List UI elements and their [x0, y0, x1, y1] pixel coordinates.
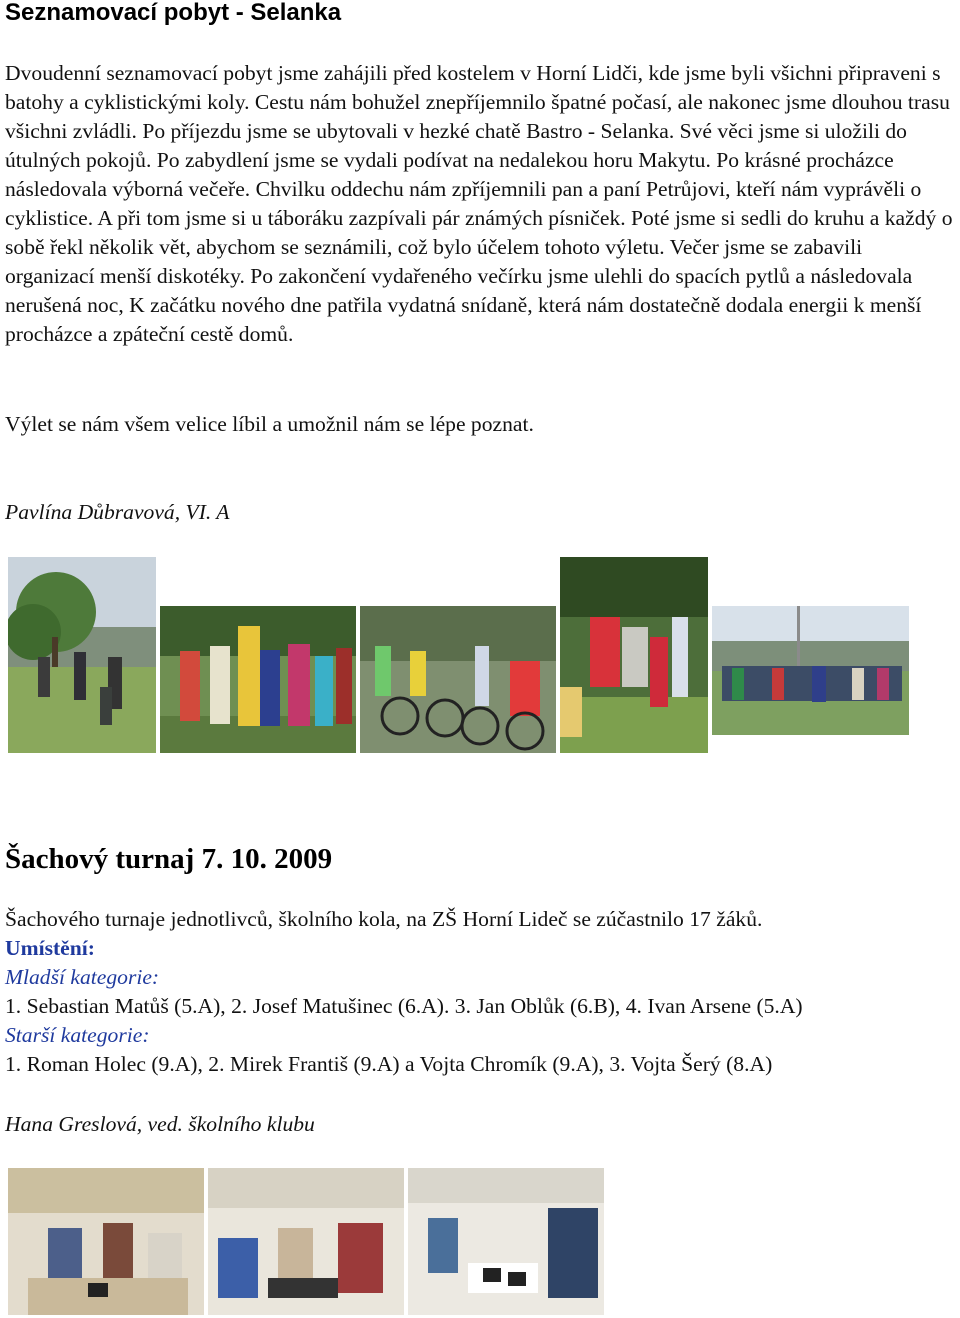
senior-category-label: Starší kategorie: [5, 1023, 150, 1047]
photo-chess-players-3 [408, 1168, 604, 1315]
chess-intro: Šachového turnaje jednotlivců, školního kola, na ZŠ Horní Lideč se zúčastnilo 17 žáků. [5, 907, 763, 931]
placement-label: Umístění: [5, 936, 95, 960]
photo-children-forest [560, 557, 708, 753]
article-title-chess: Šachový turnaj 7. 10. 2009 [5, 843, 333, 875]
junior-category-label: Mladší kategorie: [5, 965, 160, 989]
article-title-selanka: Seznamovací pobyt - Selanka [5, 0, 342, 26]
photo-group-lineup [712, 606, 909, 735]
author-signature-selanka: Pavlína Důbravová, VI. A [5, 500, 230, 524]
article-closing-selanka: Výlet se nám všem velice líbil a umožnil nám se lépe poznat. [5, 412, 534, 436]
article-body-chess [5, 905, 955, 1079]
photo-hikers-meadow [8, 557, 156, 753]
author-signature-chess: Hana Greslová, ved. školního klubu [5, 1112, 315, 1136]
junior-results: 1. Sebastian Matůš (5.A), 2. Josef Matušinec (6.A). 3. Jan Oblůk (6.B), 4. Ivan Arsene (5.A) [5, 994, 803, 1018]
senior-results: 1. Roman Holec (9.A), 2. Mirek Františ (9.A) a Vojta Chromík (9.A), 3. Vojta Šerý (8.A) [5, 1052, 773, 1076]
photo-bikes-rain [360, 606, 556, 753]
photo-chess-players-2 [208, 1168, 404, 1315]
photo-chess-players-1 [8, 1168, 204, 1315]
article-body-selanka: Dvoudenní seznamovací pobyt jsme zahájili před kostelem v Horní Lidči, kde jsme byli všichni připraveni s batohy a cyklistickými koly. Cestu nám bohužel znepříjemnilo špatné počasí, ale nakonec jsme dlouhou trasu všichni zvládli. Po příjezdu jsme se ubytovali v hezké chatě Bastro - Selanka. Své věci jsme si uložili do útulných pokojů. Po zabydlení jsme se vydali podívat na nedalekou horu Makytu. Po krásné procházce následovala výborná večeře. Chvilku oddechu nám zpříjemnili pan a paní Petrůjovi, kteří nám vyprávěli o cyklistice. A při tom jsme si u táboráku zazpívali pár známých písniček. Poté jsme si sedli do kruhu a každý o sobě řekl několik vět, abychom se seznámili, což bylo účelem tohoto výletu. Večer jsme se zabavili organizací menší diskotéky. Po zakončení vydařeného večírku jsme ulehli do spacích pytlů a následovala nerušená noc, K začátku nového dne patřila vydatná snídaně, která nám dostatečně dodala energii k menší procházce a zpáteční cestě domů. [5, 61, 953, 346]
photo-group-raincoats [160, 606, 356, 753]
